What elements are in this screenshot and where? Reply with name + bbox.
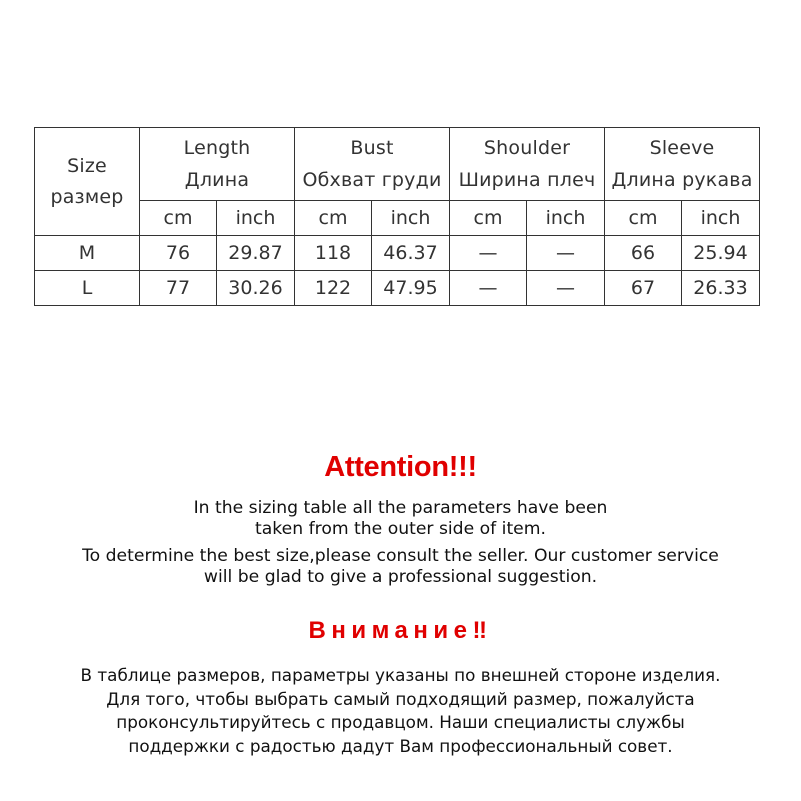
attention-title-en: Attention!!! — [324, 451, 477, 483]
shoulder-header-cell — [450, 128, 605, 201]
unit-inch: inch — [217, 201, 295, 236]
length-header-ru: Длина — [184, 169, 250, 191]
notice-paragraph-en-2 — [0, 546, 801, 588]
notice-paragraph-en-1 — [0, 498, 801, 540]
bust-inch-cell: 47.95 — [372, 271, 450, 306]
sleeve-header-en: Sleeve — [649, 137, 715, 159]
shoulder-header-en: Shoulder — [483, 137, 571, 159]
sleeve-header-ru: Длина рукава — [611, 169, 753, 191]
size-header-en: Size — [67, 154, 107, 177]
length-cm-cell: 77 — [140, 271, 217, 306]
notice-line: Для того, чтобы выбрать самый подходящий размер, пожалуйста — [106, 688, 695, 709]
shoulder-cm-cell: — — [450, 271, 527, 306]
table-row-l — [35, 271, 760, 306]
shoulder-inch-cell: — — [527, 236, 605, 271]
unit-cm: cm — [605, 201, 682, 236]
notice-line: В таблице размеров, параметры указаны по внешней стороне изделия. — [80, 665, 721, 685]
unit-cm: cm — [140, 201, 217, 236]
size-header-cell — [35, 128, 140, 236]
bust-header-ru: Обхват груди — [302, 169, 442, 191]
sleeve-inch-cell: 26.33 — [682, 271, 760, 306]
size-cell: M — [35, 236, 140, 271]
notice-line: taken from the outer side of item. — [255, 519, 546, 539]
shoulder-cm-cell: — — [450, 236, 527, 271]
notice-line: проконсультируйтесь с продавцом. Наши специалисты службы — [116, 712, 685, 732]
bust-cm-cell: 122 — [295, 271, 372, 306]
notice-line: To determine the best size,please consult the seller. Our customer service — [82, 546, 719, 566]
bust-cm-cell: 118 — [295, 236, 372, 271]
notice-paragraph-ru — [0, 664, 801, 758]
sleeve-inch-cell: 25.94 — [682, 236, 760, 271]
length-inch-cell: 29.87 — [217, 236, 295, 271]
size-header-ru: размер — [50, 185, 124, 208]
sleeve-cm-cell: 66 — [605, 236, 682, 271]
length-header-en: Length — [183, 137, 251, 159]
shoulder-inch-cell: — — [527, 271, 605, 306]
table-row-m — [35, 236, 760, 271]
bust-header-cell — [295, 128, 450, 201]
size-chart-table — [34, 127, 760, 306]
length-header-cell — [140, 128, 295, 201]
length-inch-cell: 30.26 — [217, 271, 295, 306]
bust-inch-cell: 46.37 — [372, 236, 450, 271]
notice-line: will be glad to give a professional suggestion. — [203, 567, 598, 587]
table-header-row — [35, 128, 760, 201]
notice-line: In the sizing table all the parameters have been — [193, 498, 608, 518]
unit-inch: inch — [372, 201, 450, 236]
size-cell: L — [35, 271, 140, 306]
units-row — [35, 201, 760, 236]
length-cm-cell: 76 — [140, 236, 217, 271]
unit-cm: cm — [450, 201, 527, 236]
bust-header-en: Bust — [350, 137, 394, 159]
unit-inch: inch — [682, 201, 760, 236]
unit-inch: inch — [527, 201, 605, 236]
notice-line: поддержки с радостью дадут Вам профессиональный совет. — [128, 735, 673, 756]
sleeve-cm-cell: 67 — [605, 271, 682, 306]
shoulder-header-ru: Ширина плеч — [458, 169, 596, 191]
attention-title-ru: Внимание‼ — [308, 617, 493, 644]
sleeve-header-cell — [605, 128, 760, 201]
unit-cm: cm — [295, 201, 372, 236]
